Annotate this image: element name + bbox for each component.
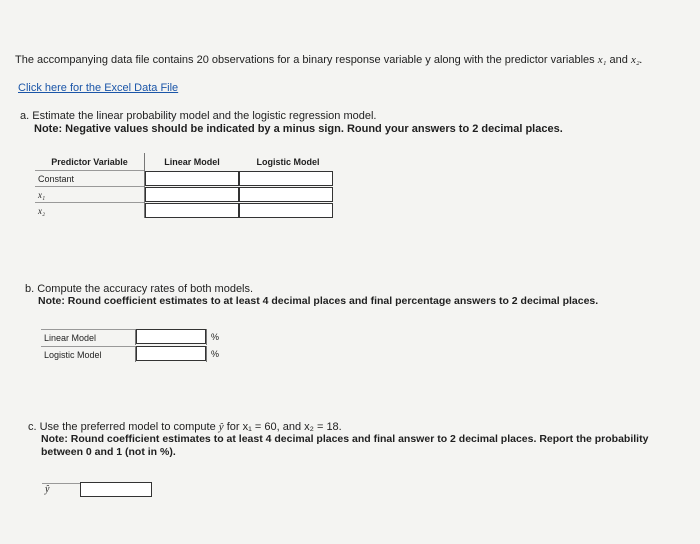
linear-x2-input[interactable] <box>145 203 239 218</box>
accuracy-linear-input[interactable] <box>136 329 206 344</box>
logistic-constant-input[interactable] <box>239 171 333 186</box>
percent-unit: % <box>206 329 235 345</box>
percent-unit: % <box>206 346 235 362</box>
part-a-note: Note: Negative values should be indicated by a minus sign. Round your answers to 2 decimal places. <box>34 123 563 135</box>
part-b-note: Note: Round coefficient estimates to at least 4 decimal places and final percentage answers to 2 decimal places. <box>38 295 599 307</box>
yhat-input[interactable] <box>80 482 152 497</box>
header-logistic-model: Logistic Model <box>256 156 320 167</box>
logistic-x1-input[interactable] <box>239 187 333 202</box>
yhat-symbol: ŷ <box>218 421 224 433</box>
accuracy-label-linear: Linear Model <box>41 329 136 345</box>
row-label-constant: Constant <box>35 171 145 187</box>
linear-x1-input[interactable] <box>145 187 239 202</box>
yhat-answer-row <box>42 482 152 497</box>
linear-constant-input[interactable] <box>145 171 239 186</box>
part-c-note: Note: Round coefficient estimates to at least 4 decimal places and final answer to 2 decimal places. Report the probability between 0 and 1 (not in %). <box>41 433 649 458</box>
x1-symbol: x₁ <box>597 54 607 66</box>
part-c-question: c. Use the preferred model to compute ŷ for x₁ = 60, and x₂ = 18. <box>28 421 342 433</box>
excel-data-link[interactable]: Click here for the Excel Data File <box>18 82 179 94</box>
header-linear-model: Linear Model <box>164 156 220 167</box>
coefficient-table <box>35 153 338 218</box>
header-predictor-variable: Predictor Variable <box>35 153 145 171</box>
row-label-x1: x₁ <box>35 187 145 203</box>
intro-text: The accompanying data file contains 20 observations for a binary response variable y along with the predictor variables x₁ and x₂. <box>15 54 643 66</box>
accuracy-label-logistic: Logistic Model <box>41 346 136 362</box>
logistic-x2-input[interactable] <box>239 203 333 218</box>
accuracy-logistic-input[interactable] <box>136 346 206 361</box>
row-label-x2: x₂ <box>35 203 145 219</box>
x2-symbol: x₂. <box>630 54 643 66</box>
part-a-question: a. Estimate the linear probability model and the logistic regression model. <box>20 110 377 122</box>
yhat-label: ŷ <box>42 483 80 497</box>
part-b-question: b. Compute the accuracy rates of both models. <box>25 283 254 295</box>
accuracy-table <box>41 328 235 362</box>
